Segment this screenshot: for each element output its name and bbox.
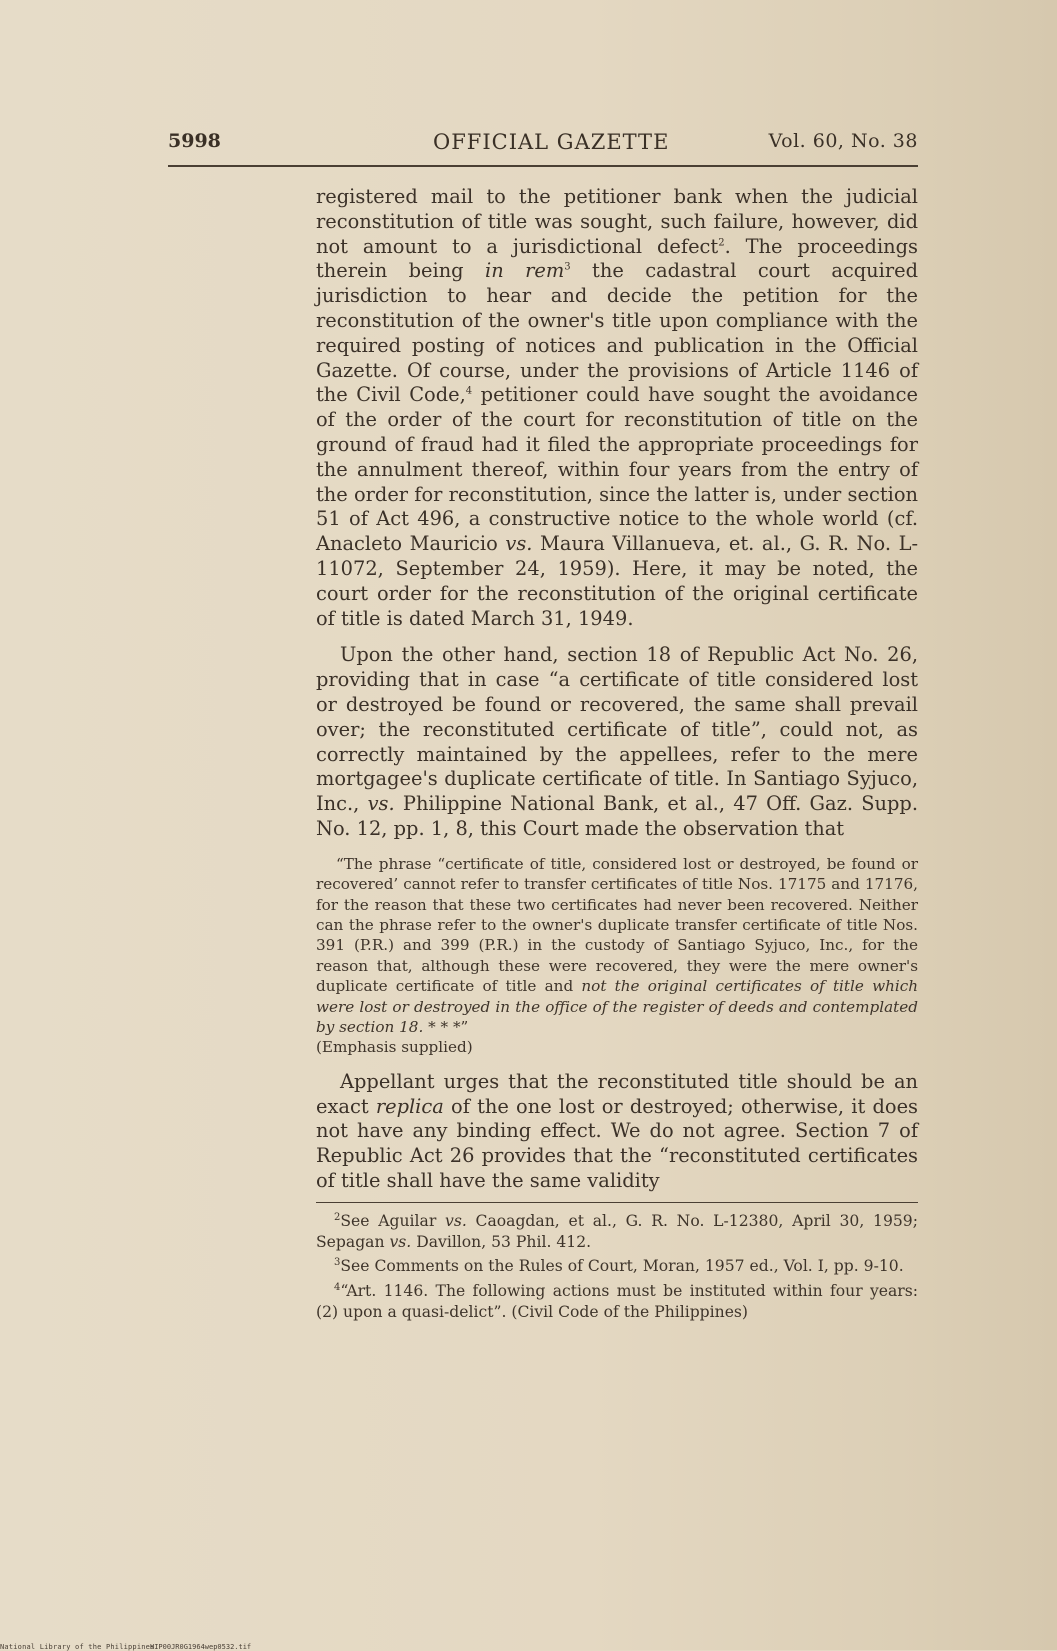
italic-term: in rem bbox=[485, 259, 565, 283]
italic-term: replica bbox=[375, 1094, 444, 1118]
volume-issue: Vol. 60, No. 38 bbox=[768, 130, 918, 152]
footnote-4: $^4$“Art. 1146. The following actions must be instituted within four years: (2) upon a quasi-delict”. (Civil Code of the Philippines) bbox=[316, 1281, 918, 1321]
paragraph-2: Upon the other hand, section 18 of Republic Act No. 26, providing that in case “a certificate of title considered lost or destroyed be found or recovered, the same shall prevail over; the reconstituted certificate of title”, could not, as correctly maintained by the appellees, refer to the mere mortgagee's duplicate certificate of title. In Santiago Syjuco, Inc., vs. Philippine National Bank, et al., 47 Off. Gaz. Supp. No. 12, pp. 1, 8, this Court made the observation that bbox=[316, 643, 918, 840]
footnote-2: $^2$See Aguilar vs. Caoagdan, et al., G. R. No. L-12380, April 30, 1959; Sepagan vs. Davillon, 53 Phil. 412. bbox=[316, 1211, 918, 1251]
footnote-3: $^3$See Comments on the Rules of Court, Moran, 1957 ed., Vol. I, pp. 9-10. bbox=[334, 1257, 904, 1276]
publication-title: OFFICIAL GAZETTE bbox=[433, 130, 670, 154]
scan-source-label: National Library of the Philippines bbox=[0, 1643, 155, 1651]
emphasis-note: (Emphasis supplied) bbox=[316, 1038, 473, 1057]
page-header bbox=[168, 130, 918, 160]
footnote-ref-2: 2 bbox=[718, 237, 725, 249]
paragraph-1: registered mail to the petitioner bank when the judicial reconstitution of title was sought, such failure, however, did not amount to a jurisdictional defect$^2$. The proceedings therein being in rem$^3$ the cadastral court acquired jurisdiction to hear and decide the petition for the reconstitution of the owner's title upon compliance with the required posting of notices and publication in the Official Gazette. Of course, under the provisions of Article 1146 of the Civil Code,$^4$ petitioner could have sought the avoidance of the order of the court for reconstitution of title on the ground of fraud had it filed the appropriate proceedings for the annulment thereof, within four years from the entry of the order for reconstitution, since the latter is, under section 51 of Act 496, a constructive notice to the whole world (cf. Anacleto Mauricio vs. Maura Villanueva, et. al., G. R. No. L-11072, September 24, 1959). Here, it may be noted, the court order for the reconstitution of the original certificate of title is dated March 31, 1949. bbox=[316, 185, 919, 630]
main-text bbox=[316, 185, 918, 1327]
block-quote: “The phrase “certificate of title, considered lost or destroyed, be found or recovered’ cannot refer to transfer certificates of title Nos. 17175 and 17176, for the reason that these two certificates had never been recovered. Neither can the phrase refer to the owner's duplicate transfer certificate of title Nos. 391 (P.R.) and 399 (P.R.) in the custody of Santiago Syjuco, Inc., for the reason that, although these were recovered, they were the mere owner's duplicate certificate of title and not the original certificates of title which were lost or destroyed in the office of the register of deeds and contemplated by section 18. * * *” bbox=[316, 854, 918, 1036]
scan-file-code: HIP00JR0G1964wep0532.tif bbox=[150, 1643, 252, 1651]
emphasized-text: not the original certificates of title which were lost or destroyed in the office of the register of deeds and contemplated by section 18. bbox=[316, 977, 918, 1036]
page-number: 5998 bbox=[168, 130, 221, 152]
footnote-rule bbox=[316, 1202, 918, 1203]
footnote-ref-4: 4 bbox=[465, 385, 473, 397]
paragraph-3: Appellant urges that the reconstituted title should be an exact replica of the one lost or destroyed; otherwise, it does not have any binding effect. We do not agree. Section 7 of Republic Act 26 provides that the “reconstituted certificates of title shall have the same validity bbox=[316, 1069, 918, 1192]
header-rule bbox=[168, 165, 918, 167]
footnote-ref-3: 3 bbox=[564, 261, 571, 273]
